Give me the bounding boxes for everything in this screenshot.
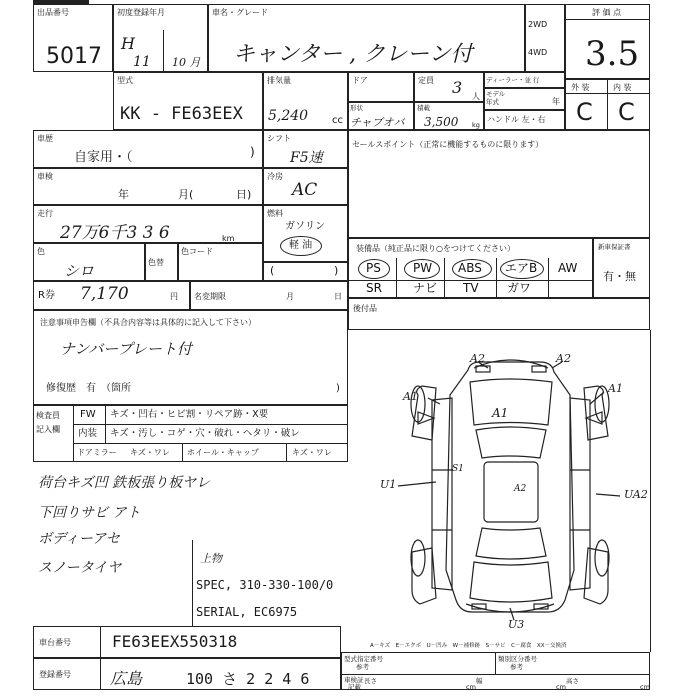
mark-a1-right: A1	[608, 382, 623, 395]
era-value: H	[121, 34, 135, 53]
mark-u1: U1	[380, 478, 397, 491]
right-mirror	[586, 412, 602, 424]
inspector-label-2: 記入欄	[36, 425, 60, 434]
interior-label: 内 装	[613, 83, 632, 92]
color-value: シロ	[64, 262, 95, 280]
length-label: 長さ	[364, 677, 377, 685]
mark-ua2: UA2	[624, 488, 648, 501]
yen-label: 円	[170, 292, 178, 301]
shape-label: 形状	[350, 104, 363, 112]
crane-label: 上物	[200, 552, 222, 565]
hand-note-2: 下回りサビ アト	[38, 505, 141, 521]
inspector-label-1: 検査員	[36, 411, 60, 420]
body-outline	[446, 362, 574, 612]
class-number-label: 類別区分番号	[498, 655, 537, 663]
inspection-year: 年	[118, 188, 129, 201]
color-change-label: 色替	[148, 258, 164, 267]
equip-sr: SR	[366, 281, 382, 295]
load-label: 積載	[417, 104, 430, 112]
chassis-number-label: 車台番号	[39, 638, 71, 647]
equip-tv: TV	[463, 281, 479, 295]
handle-label: ハンドル 左・右	[487, 115, 546, 124]
two-wd-label: 2WD	[528, 20, 548, 29]
dealer-label: ディーラー・並 行	[486, 76, 540, 84]
hand-note-1: 荷台キズ凹 鉄板張り板ヤレ	[38, 475, 211, 491]
name-change-day: 日	[334, 292, 342, 301]
model-label: 型式	[117, 76, 133, 85]
capacity-label: 定員	[418, 76, 434, 85]
reg-month-value: 10 月	[172, 56, 201, 69]
hand-note-3: ボディーアセ	[38, 531, 121, 547]
repair-close: )	[336, 383, 340, 394]
fw-label: FW	[80, 409, 96, 420]
height-label: 高さ	[566, 677, 579, 685]
name-change-label: 名変期限	[194, 292, 226, 301]
displacement-value: 5,240	[268, 108, 309, 124]
lot-number-value: 5017	[46, 44, 102, 69]
four-wd-label: 4WD	[528, 48, 548, 57]
car-name-value: キャンター , クレーン付	[233, 42, 473, 67]
inspection-month: 月(	[178, 188, 194, 201]
dims-sub: 記載	[348, 683, 361, 691]
inspection-label: 車検	[37, 172, 53, 181]
load-value: 3,500	[424, 115, 459, 129]
equip-aircon: エアB	[505, 261, 538, 275]
equip-aw: AW	[558, 261, 578, 275]
reg-year-value: 11	[133, 54, 151, 70]
trunk	[470, 562, 552, 602]
shift-value: F5速	[290, 150, 323, 166]
new-warranty-label: 新車保証書	[598, 243, 631, 251]
km-label: km	[222, 234, 235, 243]
equip-gawa: ガワ	[507, 281, 532, 295]
capacity-unit: 人	[472, 92, 480, 101]
right-rear-fender	[584, 548, 608, 604]
left-rear-wheel	[411, 540, 425, 576]
reg-region-value: 広島	[110, 669, 143, 688]
lot-number-label: 出品番号	[37, 8, 69, 17]
grade-score-value: 3.5	[585, 34, 640, 74]
history-close: )	[250, 145, 255, 159]
equip-pw: PW	[413, 261, 433, 275]
car-name-label: 車名・グレード	[212, 8, 268, 17]
mark-a2-center: A2	[514, 484, 527, 494]
length-cm: cm	[466, 683, 476, 691]
interior-grade: C	[618, 98, 635, 126]
equip-ps: PS	[366, 261, 381, 275]
first-registration-label: 初度登録年月	[117, 8, 165, 17]
shape-value: チャブオバ	[350, 116, 405, 129]
chassis-number-value: FE63EEX550318	[112, 632, 238, 651]
reg-number-value: 100 さ 2 2 4 6	[186, 670, 310, 688]
interior-row-label: 内装	[78, 428, 98, 439]
width-label: 幅	[476, 677, 483, 685]
class-number-sub: 参考	[510, 663, 523, 671]
fuel-other-close: )	[334, 264, 339, 277]
mark-a2-right: A2	[556, 352, 571, 365]
exterior-grade: C	[576, 98, 593, 126]
form-number-sub: 参考	[356, 663, 369, 671]
cooling-value: AC	[292, 180, 318, 200]
model-year-label-2: 年式	[486, 98, 499, 106]
grade-score-label: 評 価 点	[592, 8, 622, 17]
fw-items: キズ・凹右・ヒビ割・リペア跡・X要	[110, 409, 269, 420]
cooling-label: 冷房	[267, 172, 283, 181]
mark-a1-left: A1	[403, 390, 418, 403]
fuel-other-open: (	[270, 264, 275, 277]
cc-label: cc	[332, 115, 343, 126]
model-year-label-1: モデル	[486, 90, 506, 98]
dims-title: 車検証	[344, 676, 364, 684]
displacement-label: 排気量	[267, 76, 291, 85]
wheel-cap-label: ホイール・キャップ	[187, 448, 259, 457]
interior-items: キズ・汚し・コゲ・穴・破れ・ヘタリ・破レ	[110, 428, 300, 439]
equipment-label: 装備品（純正品に限り○をつけてください）	[356, 244, 515, 253]
roof	[484, 462, 538, 522]
doors-label: ドア	[352, 76, 368, 85]
model-value: KK - FE63EEX	[120, 104, 243, 124]
color-label: 色	[37, 247, 45, 256]
fuel-gasoline: ガソリン	[285, 221, 325, 232]
capacity-value: 3	[452, 78, 463, 97]
inspection-day: 日)	[236, 188, 252, 201]
right-rear-wheel	[595, 540, 609, 576]
rear-window	[476, 528, 546, 559]
hand-note-4: スノータイヤ	[38, 560, 122, 576]
height-cm: cm	[640, 683, 650, 691]
hood	[470, 379, 552, 425]
crane-serial: SERIAL, EC6975	[196, 605, 298, 619]
repair-label: 修復歴 有 （箇所	[46, 383, 131, 394]
history-label: 車歴	[37, 134, 53, 143]
fuel-diesel: 軽 油	[289, 240, 313, 251]
equip-abs: ABS	[458, 261, 482, 275]
reg-number-label: 登録番号	[39, 670, 71, 679]
sales-point-label: セールスポイント（正常に機能するものに限ります）	[352, 140, 544, 149]
exterior-label: 外 装	[571, 83, 590, 92]
notes-value: ナンバープレート付	[60, 340, 192, 358]
damage-legend: A－キズ E－エクボ U－凹み W－補修跡 S－サビ C－腐食 XX－交換済	[370, 643, 567, 649]
scratch-crack-1: キズ・ワレ	[130, 448, 170, 457]
shift-label: シフト	[267, 134, 291, 143]
mark-u3: U3	[508, 618, 525, 631]
mark-a2-left: A2	[470, 352, 485, 365]
mark-s1: S1	[452, 464, 464, 474]
fuel-label: 燃料	[267, 209, 283, 218]
windshield	[476, 427, 546, 458]
mileage-value: 27万6千3 3 6	[60, 223, 170, 243]
history-value: 自家用・（	[74, 150, 133, 165]
door-mirror-label: ドアミラー	[77, 448, 117, 457]
crane-spec: SPEC, 310-330-100/0	[196, 578, 334, 592]
notes-label: 注意事項申告欄（不具合内容等は具体的に記入して下さい）	[40, 318, 256, 327]
mark-a1-center: A1	[492, 406, 509, 420]
post-install-label: 後付品	[353, 304, 377, 313]
scratch-crack-2: キズ・ワレ	[292, 448, 332, 457]
form-number-label: 型式指定番号	[344, 655, 383, 663]
width-cm: cm	[556, 683, 566, 691]
ticket-label: R券	[38, 290, 55, 301]
mileage-label: 走行	[37, 209, 53, 218]
color-code-label: 色コード	[181, 247, 213, 256]
new-warranty-options: 有・無	[603, 270, 636, 283]
model-year-unit: 年	[552, 97, 560, 106]
kg-label: kg	[472, 121, 480, 129]
equip-navi: ナビ	[413, 281, 438, 295]
ticket-value: 7,170	[80, 284, 129, 304]
name-change-month: 月	[286, 292, 294, 301]
